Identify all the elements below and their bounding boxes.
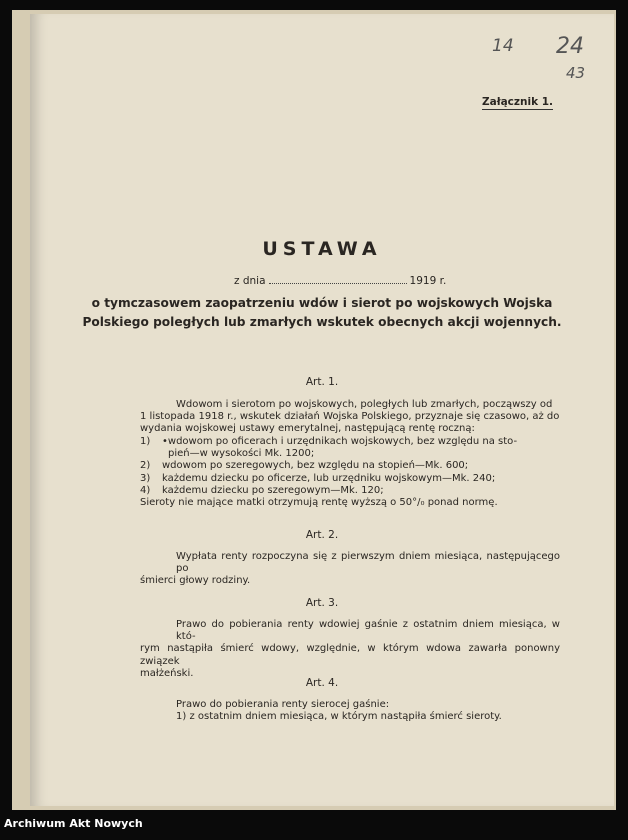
art-2-body — [140, 551, 560, 588]
list-item-number: 4) — [140, 484, 151, 496]
art-3-body — [140, 619, 560, 680]
list-item-text: •wdowom po oficerach i urzędnikach wojskowych, bez względu na sto- — [162, 436, 518, 447]
date-line — [234, 275, 446, 287]
list-item-text: każdemu dziecku po szeregowym—Mk. 120; — [162, 484, 384, 496]
art-4-line-2: 1) z ostatnim dniem miesiąca, w którym nastąpiła śmierć sieroty. — [176, 711, 502, 723]
annex-label: Załącznik 1. — [482, 96, 554, 108]
art-4-line-1: Prawo do pobierania renty sierocej gaśnie: — [176, 699, 390, 710]
handwritten-folio-number: 24 — [556, 34, 584, 59]
art-3-line-1: Prawo do pobierania renty wdowiej gaśnie z ostatnim dniem miesiąca, w któ- — [176, 619, 560, 643]
list-item-continuation: pień—w wysokości Mk. 1200; — [168, 448, 315, 460]
document-subtitle — [70, 294, 574, 332]
document-title: USTAWA — [262, 238, 382, 260]
art-1-intro — [140, 399, 560, 436]
document-page — [30, 14, 614, 806]
subtitle-line-2: Polskiego poległych lub zmarłych wskutek obecnych akcji wojennych. — [82, 315, 562, 329]
date-prefix: z dnia — [234, 275, 266, 287]
handwritten-folio-sub: 43 — [566, 64, 586, 82]
date-year: 1919 r. — [409, 275, 447, 287]
list-item — [140, 485, 560, 497]
art-3-heading: Art. 3. — [305, 597, 339, 609]
list-item-number: 2) — [140, 460, 151, 472]
date-blank — [269, 283, 407, 284]
art-1-heading: Art. 1. — [305, 376, 339, 388]
handwritten-page-number: 14 — [492, 36, 514, 56]
art-1-footnote: Sieroty nie mające matki otrzymują rentę wyższą o 50°/₀ ponad normę. — [140, 497, 498, 509]
art-2-line-2: śmierci głowy rodziny. — [140, 575, 251, 587]
list-item-number: 1) — [140, 436, 151, 447]
list-item — [140, 436, 560, 460]
list-item-text: każdemu dziecku po oficerze, lub urzędniku wojskowym—Mk. 240; — [162, 472, 496, 484]
art-3-line-2: rym nastąpiła śmierć wdowy, względnie, w którym wdowa zawarła ponowny związek — [140, 643, 560, 667]
art-1-line-1: Wdowom i sierotom po wojskowych, poległych lub zmarłych, począwszy od — [176, 399, 553, 410]
art-1-line-2: 1 listopada 1918 r., wskutek działań Wojska Polskiego, przyznaje się czasowo, aż do — [140, 411, 560, 423]
subtitle-line-1: o tymczasowem zaopatrzeniu wdów i sierot po wojskowych Wojska — [91, 296, 553, 310]
art-3-line-3: małżeński. — [140, 667, 194, 679]
archive-footer: Archiwum Akt Nowych — [4, 817, 143, 830]
list-item — [140, 473, 560, 485]
list-item-number: 3) — [140, 472, 151, 484]
art-4-body — [140, 699, 560, 723]
list-item-text: wdowom po szeregowych, bez względu na stopień—Mk. 600; — [162, 460, 469, 472]
art-4-heading: Art. 4. — [305, 677, 339, 689]
art-1-list — [140, 436, 560, 509]
art-1-line-3: wydania wojskowej ustawy emerytalnej, następującą rentę roczną: — [140, 423, 475, 435]
art-2-heading: Art. 2. — [305, 529, 339, 541]
art-2-line-1: Wypłata renty rozpoczyna się z pierwszym dniem miesiąca, następującego po — [176, 551, 560, 575]
list-item — [140, 460, 560, 472]
